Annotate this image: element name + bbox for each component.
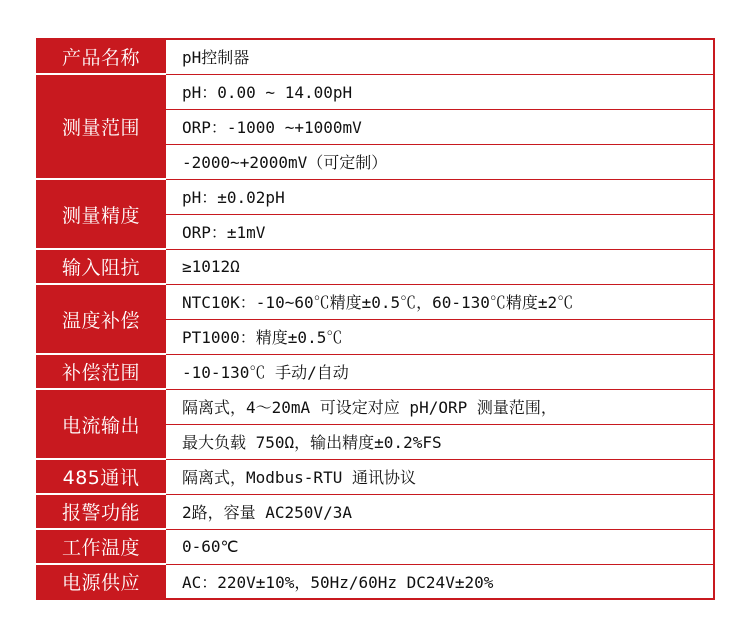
spec-label: 温度补偿 <box>37 284 165 354</box>
spec-value: ≥1012Ω <box>165 249 714 284</box>
spec-label: 输入阻抗 <box>37 249 165 284</box>
spec-label: 电流输出 <box>37 389 165 459</box>
spec-value: -10-130℃ 手动/自动 <box>165 354 714 389</box>
spec-value: AC：220V±10%，50Hz/60Hz DC24V±20% <box>182 572 494 592</box>
spec-row-temp-comp <box>37 284 714 319</box>
spec-row-accuracy <box>37 179 714 214</box>
spec-row-comp-range <box>37 354 714 389</box>
spec-value: -2000~+2000mV（可定制） <box>165 144 714 179</box>
spec-row-impedance <box>37 249 714 284</box>
spec-label: 产品名称 <box>37 39 165 74</box>
spec-value: 隔离式，Modbus-RTU 通讯协议 <box>165 459 714 494</box>
spec-value: ORP：-1000 ~+1000mV <box>165 109 714 144</box>
spec-label: 测量范围 <box>37 74 165 179</box>
spec-value: pH：0.00 ~ 14.00pH <box>165 74 714 109</box>
spec-label: 电源供应 <box>37 564 165 599</box>
spec-row-work-temp <box>37 529 714 564</box>
spec-row-alarm <box>37 494 714 529</box>
spec-label: 测量精度 <box>37 179 165 249</box>
spec-label: 工作温度 <box>37 529 165 564</box>
spec-value: PT1000：精度±0.5℃ <box>165 319 714 354</box>
spec-value: pH：±0.02pH <box>165 179 714 214</box>
spec-label: 报警功能 <box>37 494 165 529</box>
spec-table <box>36 38 715 600</box>
spec-row-current-output <box>37 389 714 424</box>
spec-value: ORP：±1mV <box>165 214 714 249</box>
spec-row-product-name <box>37 39 714 74</box>
spec-value: NTC10K：-10~60℃精度±0.5℃，60-130℃精度±2℃ <box>165 284 714 319</box>
spec-row-power <box>37 564 714 599</box>
spec-value: 2路，容量 AC250V/3A <box>165 494 714 529</box>
spec-label: 补偿范围 <box>37 354 165 389</box>
spec-label: 485通讯 <box>37 459 165 494</box>
spec-value: 隔离式，4～20mA 可设定对应 pH/ORP 测量范围， <box>165 389 714 424</box>
spec-value: 0-60℃ <box>165 529 714 564</box>
spec-row-measure-range <box>37 74 714 109</box>
spec-value: pH控制器 <box>165 39 714 74</box>
spec-value: 最大负载 750Ω，输出精度±0.2%FS <box>165 424 714 459</box>
spec-row-485 <box>37 459 714 494</box>
